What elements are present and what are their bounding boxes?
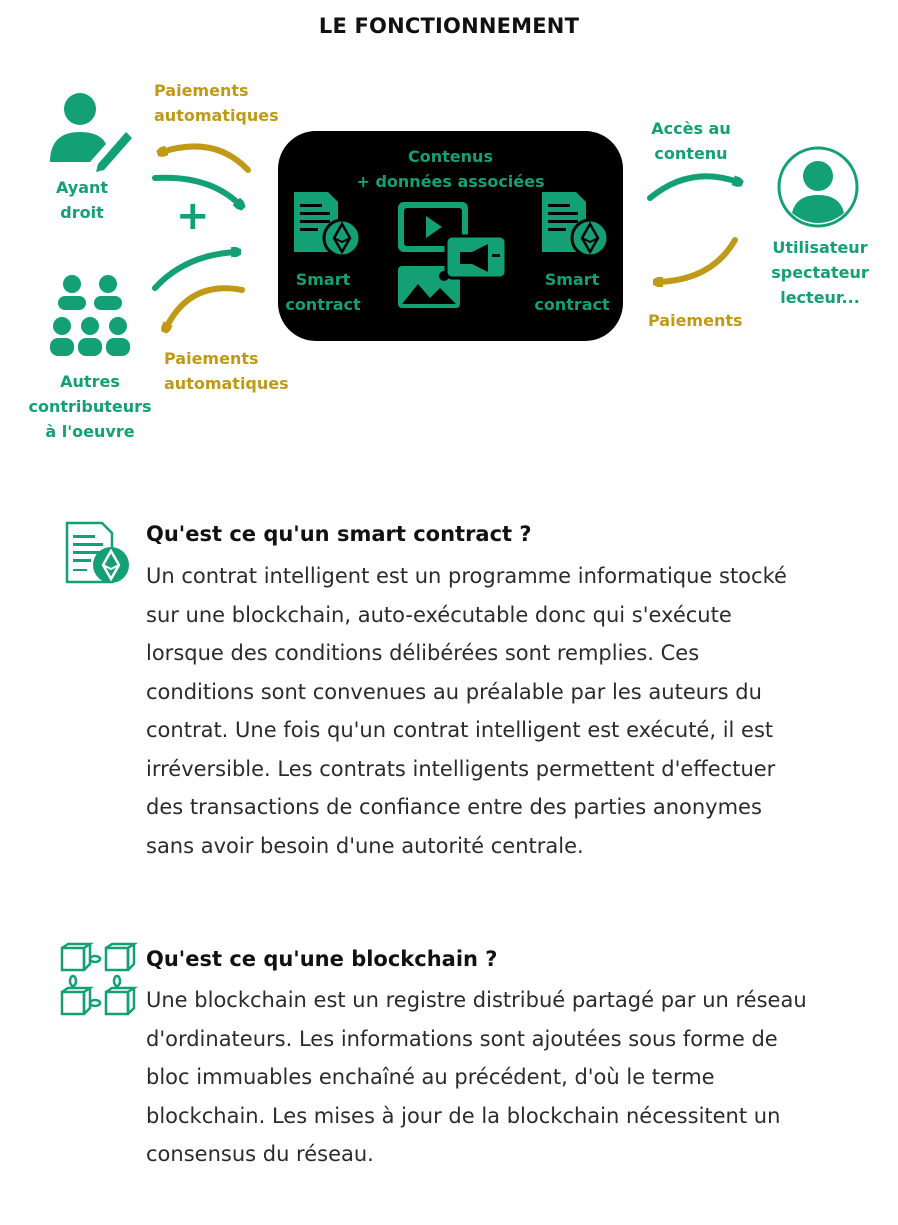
arrow-payment-from-user	[658, 240, 735, 282]
arrow-contributors-to-contract	[155, 252, 236, 288]
page-title: LE FONCTIONNEMENT	[318, 14, 580, 38]
arrow-access-to-user	[650, 176, 738, 198]
answer-line: lorsque des conditions délibérées sont remplies. Ces	[146, 641, 700, 665]
contents-label	[278, 144, 623, 194]
label-line: Ayant	[55, 178, 109, 197]
media-content-icon	[396, 200, 508, 312]
answer-line: Un contrat intelligent est un programme informatique stocké	[146, 564, 787, 588]
plus-sign: +	[176, 193, 210, 239]
arrow-rights-to-contract	[155, 178, 240, 205]
label-line: contract	[534, 295, 610, 314]
smart-contract-question: Qu'est ce qu'un smart contract ?	[146, 522, 532, 546]
arrow-payment-bottom	[166, 288, 242, 328]
label-line: Utilisateur	[772, 238, 868, 257]
label-line: Paiements	[154, 81, 249, 100]
arrow-payment-top	[162, 146, 248, 170]
label-line: droit	[60, 203, 104, 222]
label-line: automatiques	[164, 374, 289, 393]
answer-line: irréversible. Les contrats intelligents permettent d'effectuer	[146, 756, 776, 781]
blockchain-question: Qu'est ce qu'une blockchain ?	[146, 947, 498, 971]
label-line: + données associées	[356, 172, 545, 191]
label-line: Smart	[295, 270, 351, 289]
label-line: Autres	[60, 372, 120, 391]
answer-line: Une blockchain est un registre distribué partagé par un réseau	[146, 988, 807, 1012]
label-line: à l'oeuvre	[45, 422, 135, 441]
label-line: spectateur	[771, 263, 869, 282]
smart-contract-icon	[64, 520, 134, 588]
label-line: contenu	[654, 144, 728, 163]
answer-line: blockchain. Les mises à jour de la blockchain nécessitent un	[146, 1103, 781, 1128]
answer-line: d'ordinateurs. Les informations sont ajoutées sous forme de	[146, 1026, 778, 1051]
label-line: Accès au	[651, 119, 731, 138]
smart-contract-right-label	[531, 267, 613, 317]
answer-line: bloc immuables enchaîné au précédent, d'où le terme	[146, 1065, 715, 1089]
label-line: lecteur...	[780, 288, 860, 307]
access-label	[636, 116, 746, 166]
payments-label: Paiements	[648, 311, 743, 330]
answer-line: sur une blockchain, auto-exécutable donc qui s'exécute	[146, 602, 732, 627]
user-label	[760, 235, 880, 310]
smart-contract-left-icon	[292, 190, 366, 260]
answer-line: consensus du réseau.	[146, 1142, 374, 1166]
smart-contract-left-label	[284, 267, 362, 317]
label-line: Paiements	[164, 349, 259, 368]
label-line: Smart	[544, 270, 600, 289]
label-line: contributeurs	[28, 397, 152, 416]
blockchain-icon	[58, 944, 134, 1020]
label-line: automatiques	[154, 106, 279, 125]
answer-line: conditions sont convenues au préalable par les auteurs du	[146, 679, 762, 704]
smart-contract-right-icon	[540, 190, 614, 260]
blockchain-answer	[146, 981, 876, 1174]
user-avatar-icon	[776, 145, 860, 229]
label-line: Contenus	[408, 147, 493, 166]
label-line: contract	[285, 295, 361, 314]
answer-line: contrat. Une fois qu'un contrat intelligent est exécuté, il est	[146, 718, 774, 742]
answer-line: des transactions de confiance entre des parties anonymes	[146, 795, 762, 819]
answer-line: sans avoir besoin d'une autorité centrale.	[146, 833, 584, 858]
smart-contract-answer	[146, 557, 866, 865]
